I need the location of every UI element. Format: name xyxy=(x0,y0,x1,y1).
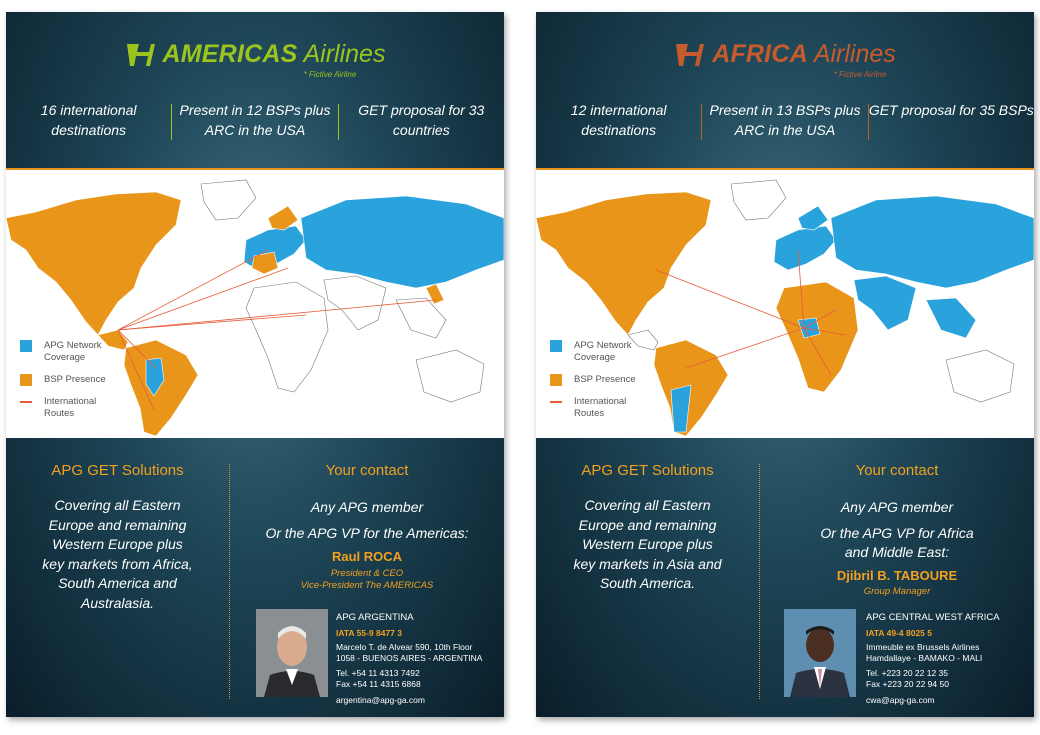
solutions-title: APG GET Solutions xyxy=(51,462,184,479)
map-australia xyxy=(946,350,1014,402)
map-africa xyxy=(776,282,858,392)
map-southeast-asia xyxy=(926,298,976,338)
contact-vp-line: Or the APG VP for Africa xyxy=(820,525,974,541)
contact-name: Djibril B. TABOURE xyxy=(836,568,958,583)
bsp-swatch xyxy=(550,374,562,386)
office-address: Marcelo T. de Alvear 590, 10th Floor 1058 - BUENOS AIRES - ARGENTINA xyxy=(336,642,483,663)
contact-vp-line: and Middle East: xyxy=(844,544,950,560)
office-iata: IATA 49-4 8025 5 xyxy=(866,628,932,638)
stat-destinations: 16 international destinations xyxy=(40,102,137,138)
office-details xyxy=(336,612,482,706)
map-asia xyxy=(831,196,1034,288)
contact-vp-line: Or the APG VP for the Americas: xyxy=(265,525,469,541)
office-email[interactable]: argentina@apg-ga.com xyxy=(336,695,425,705)
stats-row xyxy=(6,100,504,144)
office-name: APG ARGENTINA xyxy=(336,612,414,623)
map-middle-east xyxy=(854,276,916,330)
world-map xyxy=(6,168,504,438)
bsp-swatch xyxy=(20,374,32,386)
map-europe xyxy=(774,226,836,270)
logo-name: AFRICA xyxy=(712,40,808,68)
logo-airlines: Airlines xyxy=(813,40,896,68)
stats-row xyxy=(536,100,1034,144)
contact-title: Your contact xyxy=(855,462,939,479)
contact-role: Vice-President The AMERICAS xyxy=(300,580,434,591)
legend-coverage: APG Network Coverage xyxy=(550,340,644,364)
map-south-america xyxy=(654,340,728,436)
stat-destinations: 12 international destinations xyxy=(570,102,667,138)
office-tel: Tel. +54 11 4313 7492 xyxy=(336,668,420,678)
contact-any-member: Any APG member xyxy=(840,499,954,515)
map-south-america xyxy=(124,340,198,436)
logo-name: AMERICAS xyxy=(162,40,298,68)
africa-airlines-flyer xyxy=(536,12,1034,717)
solutions-title: APG GET Solutions xyxy=(581,462,714,479)
map-legend xyxy=(550,340,644,430)
fictive-note: * Fictive Airline xyxy=(833,70,887,79)
legend-coverage: APG Network Coverage xyxy=(20,340,114,364)
map-north-america xyxy=(6,192,181,335)
stat-proposal: GET proposal for 33 countries xyxy=(358,102,485,138)
map-greenland xyxy=(731,180,786,220)
airline-logo-icon xyxy=(125,42,157,68)
coverage-swatch xyxy=(20,340,32,352)
office-details xyxy=(866,612,1000,706)
map-australia xyxy=(416,350,484,402)
stat-bsps: Present in 12 BSPs plus ARC in the USA xyxy=(179,102,331,138)
contact-name: Raul ROCA xyxy=(331,549,403,564)
office-iata: IATA 55-9 8477 3 xyxy=(336,628,402,638)
office-email[interactable]: cwa@apg-ga.com xyxy=(866,695,935,705)
africa-logo xyxy=(536,40,1034,79)
contact-role: Group Manager xyxy=(863,586,931,597)
map-southeast-asia xyxy=(396,298,446,338)
portrait-image xyxy=(256,609,328,697)
office-address: Immeuble ex Brussels Airlines Hamdallaye - BAMAKO - MALI xyxy=(866,642,983,663)
map-north-america xyxy=(536,192,711,335)
legend-bsp: BSP Presence xyxy=(550,374,644,386)
map-africa xyxy=(246,282,328,392)
contact-title: Your contact xyxy=(325,462,409,479)
contact-role: President & CEO xyxy=(330,568,404,579)
logo-airlines: Airlines xyxy=(303,40,386,68)
route-swatch xyxy=(550,401,562,403)
portrait-image xyxy=(784,609,856,697)
legend-routes: International Routes xyxy=(550,396,644,420)
office-fax: Fax +223 20 22 94 50 xyxy=(866,679,949,689)
airline-logo-icon xyxy=(674,42,706,68)
route-swatch xyxy=(20,401,32,403)
office-tel: Tel. +223 20 22 12 35 xyxy=(866,668,948,678)
contact-photo xyxy=(784,609,856,697)
legend-bsp: BSP Presence xyxy=(20,374,114,386)
coverage-swatch xyxy=(550,340,562,352)
map-middle-east xyxy=(324,276,386,330)
stat-proposal: GET proposal for 35 BSPs xyxy=(868,102,1034,118)
office-fax: Fax +54 11 4315 6868 xyxy=(336,679,421,689)
map-legend xyxy=(20,340,114,430)
solutions-body: Covering all Eastern Europe and remaining Western Europe plus key markets in Asia and South America. xyxy=(573,497,722,592)
map-asia xyxy=(301,196,504,288)
stat-bsps: Present in 13 BSPs plus ARC in the USA xyxy=(709,102,861,138)
map-greenland xyxy=(201,180,256,220)
contact-any-member: Any APG member xyxy=(310,499,424,515)
legend-routes: International Routes xyxy=(20,396,114,420)
office-name: APG CENTRAL WEST AFRICA xyxy=(866,612,1000,623)
fictive-note: * Fictive Airline xyxy=(303,70,357,79)
americas-airlines-flyer xyxy=(6,12,504,717)
solutions-body: Covering all Eastern Europe and remaining Western Europe plus key markets from Africa, South America and Australasia. xyxy=(42,497,193,611)
contact-photo xyxy=(256,609,328,697)
world-map xyxy=(536,168,1034,438)
americas-logo xyxy=(6,40,504,79)
